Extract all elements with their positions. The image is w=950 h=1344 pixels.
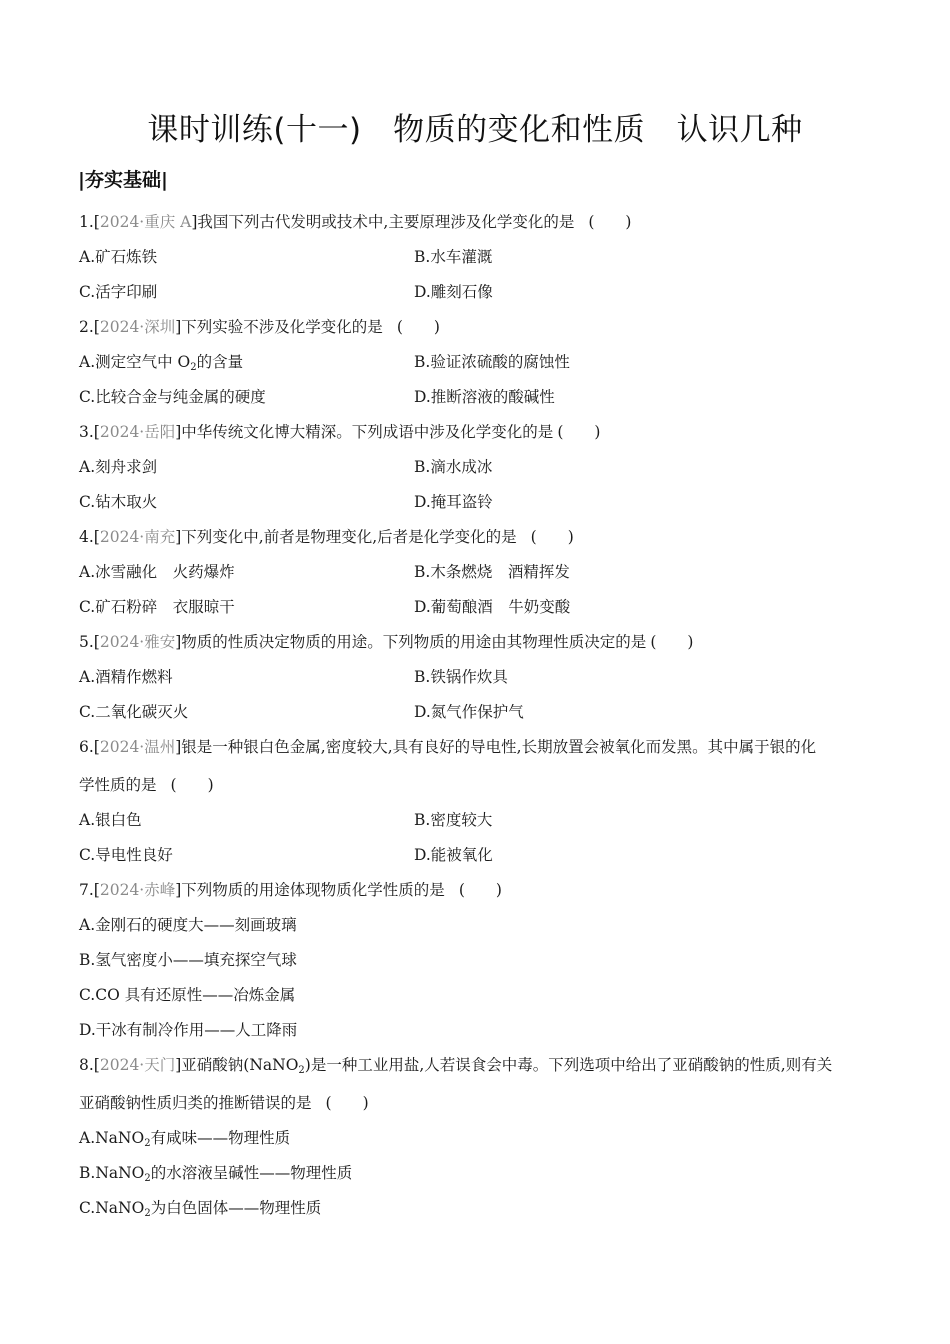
question-2-stem: 2.[2024·深圳]下列实验不涉及化学变化的是 ( ) <box>79 318 440 336</box>
option-d: D.雕刻石像 <box>414 283 493 301</box>
question-number: 6. <box>79 738 94 756</box>
section-heading: |夯实基础| <box>78 169 168 191</box>
answer-parens: ( ) <box>650 633 694 651</box>
question-number: 1. <box>79 213 94 231</box>
page-title: 课时训练(十一) 物质的变化和性质 认识几种 <box>147 112 803 148</box>
source-tag: 2024·南充 <box>99 528 176 546</box>
question-number: 8. <box>79 1056 94 1074</box>
option-b: B.密度较大 <box>414 811 493 829</box>
option-d: D.掩耳盗铃 <box>414 493 493 511</box>
question-text: 亚硝酸钠(NaNO <box>181 1056 299 1074</box>
option-c: C.钻木取火 <box>79 493 158 511</box>
option-a: A.银白色 <box>79 811 142 829</box>
question-number: 3. <box>79 423 94 441</box>
answer-parens: ( ) <box>588 213 632 231</box>
source-tag: 2024·天门 <box>99 1056 176 1074</box>
option-b <box>79 1163 352 1189</box>
question-text: 我国下列古代发明或技术中,主要原理涉及化学变化的是 <box>197 213 575 231</box>
source-tag: 2024·重庆 A <box>99 213 192 231</box>
question-1-stem: 1.[2024·重庆 A]我国下列古代发明或技术中,主要原理涉及化学变化的是 ( ) <box>79 213 632 231</box>
option-c: C.矿石粉碎 衣服晾干 <box>79 598 235 616</box>
question-text: 下列物质的用途体现物质化学性质的是 <box>181 881 445 899</box>
option-text: 的含量 <box>196 353 244 371</box>
source-tag: 2024·岳阳 <box>99 423 176 441</box>
option-d: D.能被氧化 <box>414 846 493 864</box>
option-text: B.NaNO <box>79 1164 145 1182</box>
option-a: A.刻舟求剑 <box>79 458 158 476</box>
question-text: 中华传统文化博大精深。下列成语中涉及化学变化的是 <box>181 423 554 441</box>
option-b: B.水车灌溉 <box>414 248 493 266</box>
option-b: B.验证浓硫酸的腐蚀性 <box>414 353 570 371</box>
subscript: 2 <box>190 362 197 373</box>
question-8-stem: 8.[2024·天门]亚硝酸钠(NaNO$_2$)是一种工业用盐,人若误食会中毒。下列选项中给出了亚硝酸钠的性质,则有关 <box>79 1056 833 1076</box>
question-text: 学性质的是 <box>79 776 157 794</box>
question-text: 下列变化中,前者是物理变化,后者是化学变化的是 <box>181 528 517 546</box>
question-number: 5. <box>79 633 94 651</box>
subscript: 2 <box>144 1138 151 1149</box>
source-tag: 2024·赤峰 <box>99 881 176 899</box>
answer-parens: ( ) <box>396 318 440 336</box>
option-c: C.二氧化碳灭火 <box>79 703 189 721</box>
subscript: 2 <box>298 1065 305 1076</box>
question-4-stem: 4.[2024·南充]下列变化中,前者是物理变化,后者是化学变化的是 ( ) <box>79 528 574 546</box>
option-b: B.铁锅作炊具 <box>414 668 508 686</box>
question-number: 4. <box>79 528 94 546</box>
option-text: 有咸味——物理性质 <box>150 1129 291 1147</box>
question-7-stem: 7.[2024·赤峰]下列物质的用途体现物质化学性质的是 ( ) <box>79 881 502 899</box>
question-6-stem: 6.[2024·温州]银是一种银白色金属,密度较大,具有良好的导电性,长期放置会被氧化而发黑。其中属于银的化 <box>79 738 817 756</box>
subscript: 2 <box>144 1173 151 1184</box>
subscript: 2 <box>144 1208 151 1219</box>
question-text: )是一种工业用盐,人若误食会中毒。下列选项中给出了亚硝酸钠的性质,则有关 <box>304 1056 833 1074</box>
answer-parens: ( ) <box>557 423 601 441</box>
option-a: A.金刚石的硬度大——刻画玻璃 <box>79 916 297 934</box>
option-text: A.测定空气中 O <box>79 353 191 371</box>
answer-parens: ( ) <box>458 881 502 899</box>
option-text: 为白色固体——物理性质 <box>150 1199 322 1217</box>
option-c: C.活字印刷 <box>79 283 158 301</box>
question-number: 7. <box>79 881 94 899</box>
source-tag: 2024·深圳 <box>99 318 176 336</box>
option-b: B.木条燃烧 酒精挥发 <box>414 563 570 581</box>
question-text: 物质的性质决定物质的用途。下列物质的用途由其物理性质决定的是 <box>181 633 647 651</box>
option-a <box>79 352 243 378</box>
option-c: C.比较合金与纯金属的硬度 <box>79 388 266 406</box>
option-a <box>79 1128 290 1154</box>
question-6-stem-cont <box>79 775 214 795</box>
question-5-stem: 5.[2024·雅安]物质的性质决定物质的用途。下列物质的用途由其物理性质决定的是 ( ) <box>79 633 694 651</box>
answer-parens: ( ) <box>530 528 574 546</box>
option-c: C.CO 具有还原性——冶炼金属 <box>79 986 296 1004</box>
option-text: 的水溶液呈碱性——物理性质 <box>150 1164 353 1182</box>
option-text: C.NaNO <box>79 1199 145 1217</box>
option-d: D.氮气作保护气 <box>414 703 524 721</box>
question-text: 下列实验不涉及化学变化的是 <box>181 318 383 336</box>
question-number: 2. <box>79 318 94 336</box>
option-a: A.冰雪融化 火药爆炸 <box>79 563 235 581</box>
question-3-stem: 3.[2024·岳阳]中华传统文化博大精深。下列成语中涉及化学变化的是 ( ) <box>79 423 601 441</box>
option-d: D.推断溶液的酸碱性 <box>414 388 555 406</box>
question-text: 亚硝酸钠性质归类的推断错误的是 <box>79 1094 312 1112</box>
answer-parens: ( ) <box>170 776 214 794</box>
option-a: A.矿石炼铁 <box>79 248 158 266</box>
option-b: B.滴水成冰 <box>414 458 493 476</box>
question-8-stem-cont <box>79 1093 369 1113</box>
option-text: A.NaNO <box>79 1129 145 1147</box>
option-a: A.酒精作燃料 <box>79 668 173 686</box>
answer-parens: ( ) <box>325 1094 369 1112</box>
option-b: B.氢气密度小——填充探空气球 <box>79 951 297 969</box>
option-c <box>79 1198 321 1224</box>
option-c: C.导电性良好 <box>79 846 173 864</box>
option-d: D.葡萄酿酒 牛奶变酸 <box>414 598 571 616</box>
source-tag: 2024·温州 <box>99 738 176 756</box>
source-tag: 2024·雅安 <box>99 633 176 651</box>
question-text: 银是一种银白色金属,密度较大,具有良好的导电性,长期放置会被氧化而发黑。其中属于银的化 <box>181 738 817 756</box>
option-d: D.干冰有制冷作用——人工降雨 <box>79 1021 298 1039</box>
